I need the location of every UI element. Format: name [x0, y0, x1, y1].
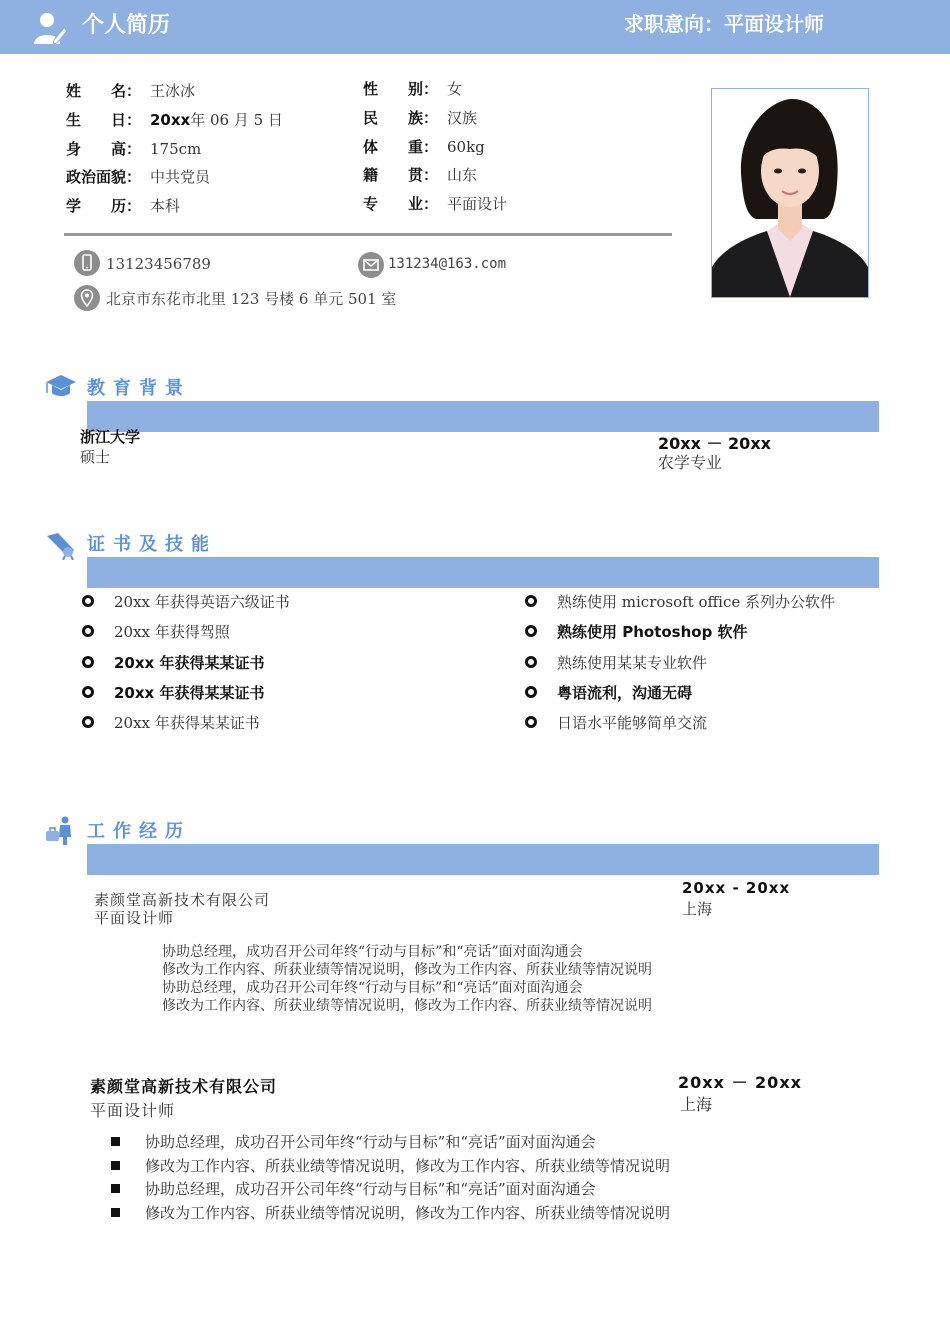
phone-icon — [74, 250, 100, 276]
bullet-square — [111, 1184, 120, 1193]
skill-right-4: 粤语流利，沟通无碍 — [557, 684, 693, 702]
info-weight: 体 重： 60kg — [363, 138, 485, 156]
info-major: 专 业： 平面设计 — [363, 195, 508, 213]
bullet-dot — [82, 625, 94, 637]
info-education: 学 历： 本科 — [66, 197, 181, 215]
info-ethnicity: 民 族： 汉族 — [363, 109, 478, 127]
profile-photo — [711, 88, 869, 298]
skill-left-5: 20xx 年获得某某证书 — [114, 714, 260, 732]
education-title: 教育背景 — [87, 378, 191, 399]
job1-company: 素颜堂高新技术有限公司 — [94, 891, 271, 909]
skill-right-3: 熟练使用某某专业软件 — [557, 654, 708, 672]
job1-role: 平面设计师 — [94, 909, 175, 927]
job1-duty-3: 协助总经理，成功召开公司年终“行动与目标”和“亮话”面对面沟通会 — [162, 980, 583, 996]
job1-duty-1: 协助总经理，成功召开公司年终“行动与目标”和“亮话”面对面沟通会 — [162, 944, 583, 960]
job2-duty-2: 修改为工作内容、所获业绩等情况说明，修改为工作内容、所获业绩等情况说明 — [145, 1157, 671, 1175]
info-hometown: 籍 贯： 山东 — [363, 166, 478, 184]
bullet-dot — [525, 656, 537, 668]
job2-place: 上海 — [680, 1095, 713, 1114]
job1-place: 上海 — [682, 900, 713, 918]
skills-title: 证书及技能 — [87, 534, 217, 555]
edu-major: 农学专业 — [658, 453, 723, 472]
email-icon — [358, 252, 384, 278]
skill-left-4: 20xx 年获得某某证书 — [114, 684, 265, 702]
bullet-dot — [82, 716, 94, 728]
header-banner — [0, 0, 950, 54]
skill-left-3: 20xx 年获得某某证书 — [114, 654, 265, 672]
job-intent: 求职意向：平面设计师 — [624, 12, 824, 36]
job2-company: 素颜堂高新技术有限公司 — [90, 1077, 278, 1096]
skill-left-2: 20xx 年获得驾照 — [114, 623, 230, 641]
bullet-dot — [82, 656, 94, 668]
job1-duty-2: 修改为工作内容、所获业绩等情况说明，修改为工作内容、所获业绩等情况说明 — [162, 962, 652, 978]
job2-duty-1: 协助总经理，成功召开公司年终“行动与目标”和“亮话”面对面沟通会 — [145, 1133, 596, 1151]
bullet-square — [111, 1208, 120, 1217]
skill-right-5: 日语水平能够简单交流 — [557, 714, 708, 732]
portrait-photo — [712, 89, 868, 297]
work-bar — [87, 844, 879, 875]
job2-years: 20xx － 20xx — [678, 1073, 802, 1092]
worker-icon — [44, 815, 78, 845]
location-pin-icon — [74, 285, 100, 311]
edu-school: 浙江大学 — [80, 428, 141, 446]
edu-degree: 硕士 — [80, 448, 111, 466]
resume-title: 个人简历 — [82, 13, 171, 38]
edu-years: 20xx － 20xx — [658, 434, 771, 453]
bullet-square — [111, 1161, 120, 1170]
bullet-dot — [525, 686, 537, 698]
job2-duty-4: 修改为工作内容、所获业绩等情况说明，修改为工作内容、所获业绩等情况说明 — [145, 1204, 671, 1222]
certificate-icon — [44, 530, 78, 560]
email-address[interactable]: 131234@163.com — [388, 256, 507, 272]
job2-duty-3: 协助总经理，成功召开公司年终“行动与目标”和“亮话”面对面沟通会 — [145, 1180, 596, 1198]
job2-role: 平面设计师 — [90, 1101, 176, 1120]
skills-bar — [87, 557, 879, 588]
skill-right-2: 熟练使用 Photoshop 软件 — [557, 623, 748, 641]
bullet-square — [111, 1137, 120, 1146]
work-title: 工作经历 — [87, 821, 191, 842]
education-bar — [87, 401, 879, 432]
info-political: 政治面貌： 中共党员 — [66, 168, 211, 186]
job1-duty-4: 修改为工作内容、所获业绩等情况说明，修改为工作内容、所获业绩等情况说明 — [162, 998, 652, 1014]
job1-years: 20xx - 20xx — [682, 879, 791, 897]
home-address: 北京市东花市北里 123 号楼 6 单元 501 室 — [106, 290, 397, 308]
skill-right-1: 熟练使用 microsoft office 系列办公软件 — [557, 593, 835, 611]
bullet-dot — [525, 716, 537, 728]
bullet-dot — [82, 595, 94, 607]
phone-number[interactable]: 13123456789 — [106, 255, 211, 273]
skill-left-1: 20xx 年获得英语六级证书 — [114, 593, 290, 611]
info-birthday: 生 日： 20xx年 06 月 5 日 — [66, 111, 283, 129]
info-name: 姓 名： 王冰冰 — [66, 82, 196, 100]
bullet-dot — [82, 686, 94, 698]
bullet-dot — [525, 625, 537, 637]
bullet-dot — [525, 595, 537, 607]
info-gender: 性 别： 女 — [363, 80, 463, 98]
info-divider — [64, 233, 672, 236]
user-edit-icon — [32, 10, 68, 46]
info-height: 身 高： 175cm — [66, 140, 202, 158]
graduation-cap-icon — [44, 372, 78, 402]
